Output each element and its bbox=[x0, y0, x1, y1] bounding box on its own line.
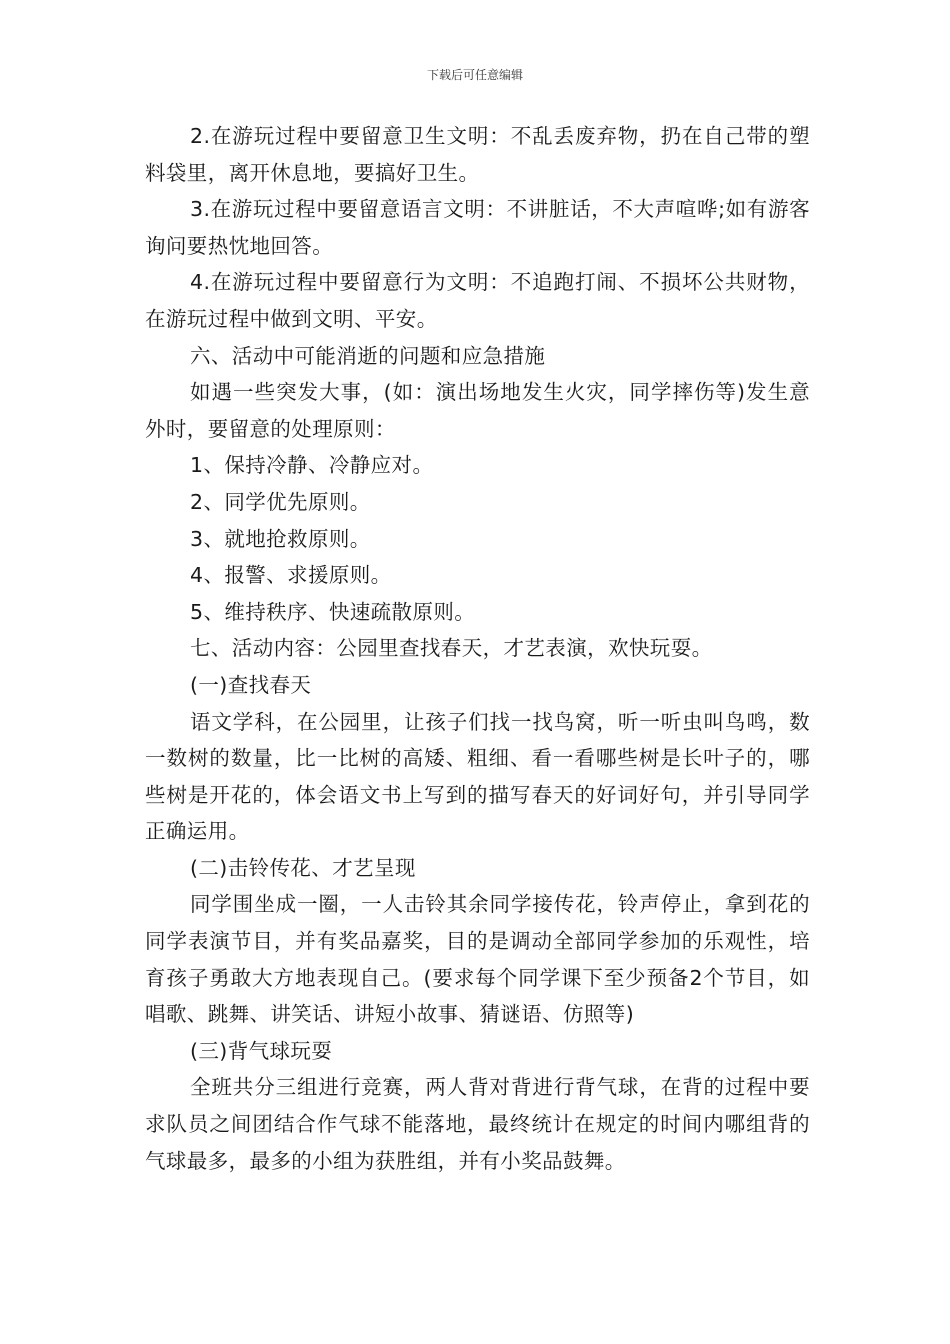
document-body bbox=[145, 118, 810, 1179]
paragraph-hygiene: 2.在游玩过程中要留意卫生文明：不乱丢废弃物，扔在自己带的塑料袋里，离开休息地，要搞好卫生。 bbox=[145, 124, 810, 185]
list-item: 3、就地抢救原则。 bbox=[190, 526, 371, 551]
section-heading-activities: 七、活动内容：公园里查找春天，才艺表演，欢快玩耍。 bbox=[190, 636, 713, 661]
list-item: 1、保持冷静、冷静应对。 bbox=[190, 453, 434, 478]
paragraph-balloon-game: 全班共分三组进行竞赛，两人背对背进行背气球，在背的过程中要求队员之间团结合作气球不能落地，最终统计在规定的时间内哪组背的气球最多，最多的小组为获胜组，并有小奖品鼓舞。 bbox=[145, 1075, 810, 1173]
page-header: 下载后可任意编辑 bbox=[426, 68, 523, 82]
paragraph-find-spring: 语文学科，在公园里，让孩子们找一找鸟窝，听一听虫叫鸟鸣，数一数树的数量，比一比树的高矮、粗细、看一看哪些树是长叶子的，哪些树是开花的，体会语文书上写到的描写春天的好词好句，并引导同学正确运用。 bbox=[145, 709, 810, 844]
list-item: 2、同学优先原则。 bbox=[190, 489, 371, 514]
section-heading-emergency: 六、活动中可能消逝的问题和应急措施 bbox=[190, 343, 546, 368]
paragraph-emergency-intro: 如遇一些突发大事，(如：演出场地发生火灾，同学摔伤等)发生意外时，要留意的处理原则： bbox=[145, 380, 810, 441]
subheading-balloon-game: (三)背气球玩耍 bbox=[190, 1038, 333, 1063]
paragraph-behavior: 4.在游玩过程中要留意行为文明：不追跑打闹、不损坏公共财物，在游玩过程中做到文明、平安。 bbox=[145, 270, 810, 331]
list-item: 5、维持秩序、快速疏散原则。 bbox=[190, 599, 476, 624]
paragraph-pass-flower: 同学围坐成一圈，一人击铃其余同学接传花，铃声停止，拿到花的同学表演节目，并有奖品嘉奖，目的是调动全部同学参加的乐观性，培育孩子勇敢大方地表现自己。(要求每个同学课下至少预备2个节目，如唱歌、跳舞、讲笑话、讲短小故事、猜谜语、仿照等) bbox=[145, 892, 810, 1027]
paragraph-language: 3.在游玩过程中要留意语言文明：不讲脏话，不大声喧哗;如有游客询问要热忱地回答。 bbox=[145, 197, 810, 258]
list-item: 4、报警、求援原则。 bbox=[190, 563, 392, 588]
subheading-pass-flower: (二)击铃传花、才艺呈现 bbox=[190, 855, 416, 880]
subheading-find-spring: (一)查找春天 bbox=[190, 672, 312, 697]
